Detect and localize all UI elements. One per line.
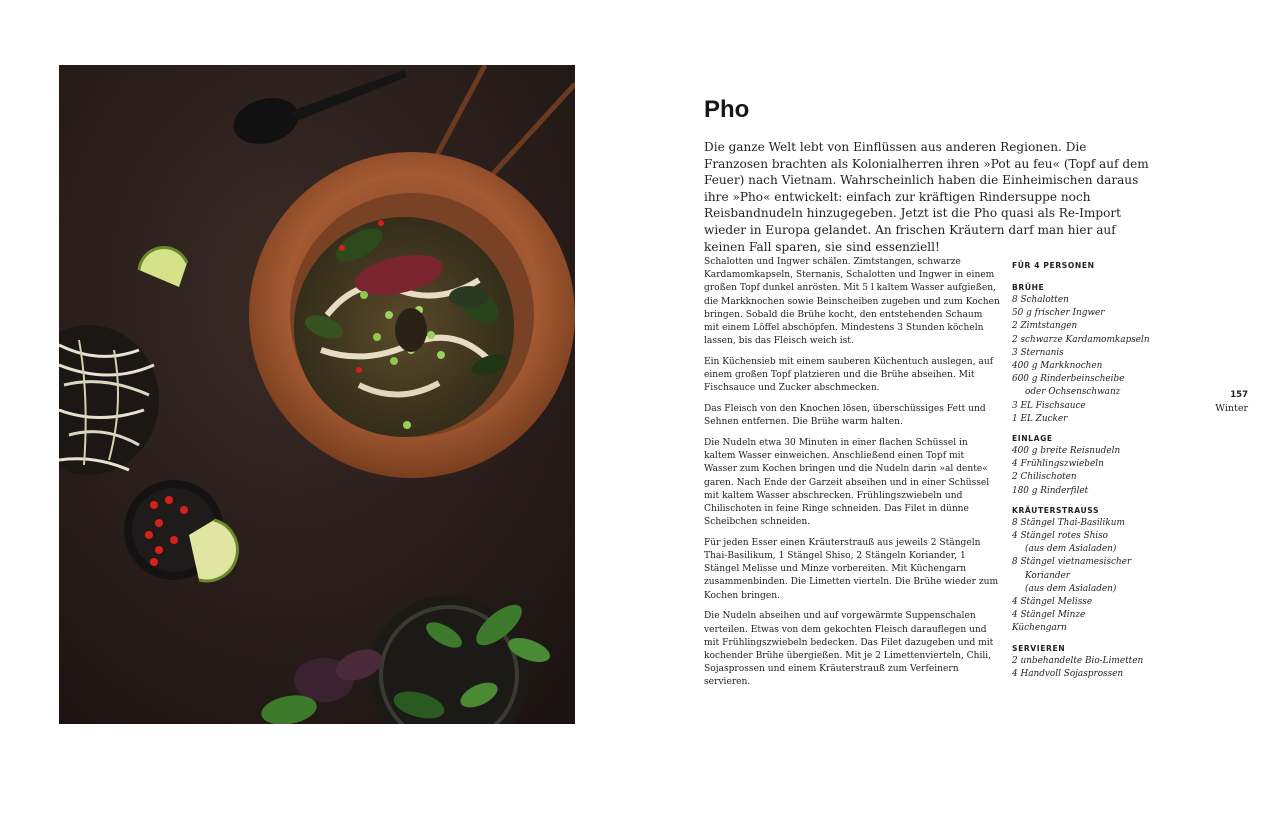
ingredient-item: 2 schwarze Kardamomkapseln: [1012, 334, 1150, 345]
page-number: 157: [1230, 390, 1248, 400]
ingredient-item: 4 Stängel rotes Shiso: [1012, 531, 1109, 542]
ingredient-item: (aus dem Asialaden): [1025, 544, 1117, 555]
pho-bowl-illustration: [59, 65, 575, 724]
ingredient-item: 4 Stängel Minze: [1012, 610, 1086, 621]
ingredient-item: 4 Stängel Melisse: [1012, 597, 1093, 608]
ingredient-section-heading: BRÜHE: [1012, 283, 1045, 292]
recipe-instructions: [704, 256, 1000, 697]
instruction-paragraph: Schalotten und Ingwer schälen. Zimtstangen, schwarze Kardamomkapseln, Sternanis, Schalotten und Ingwer in einem großen Topf dunkel anrösten. Mit 5 l kaltem Wasser aufgießen, die Markknochen sowie Beinscheiben zugeben und zum Kochen bringen. Sobald die Brühe kocht, den entstehenden Schaum mit einem Löffel abschöpfen. Mindestens 3 Stunden köcheln lassen, bis das Fleisch weich ist.: [704, 257, 1000, 347]
instruction-paragraph: Das Fleisch von den Knochen lösen, überschüssiges Fett und Sehnen entfernen. Die Brühe warm halten.: [704, 404, 986, 428]
ingredient-item: oder Ochsenschwanz: [1025, 387, 1121, 398]
ingredient-item: 400 g Markknochen: [1012, 361, 1103, 372]
recipe-title: Pho: [704, 96, 750, 123]
ingredient-item: 50 g frischer Ingwer: [1012, 308, 1105, 319]
ingredient-item: 2 Chilischoten: [1012, 472, 1077, 483]
ingredient-item: 400 g breite Reisnudeln: [1012, 446, 1121, 457]
ingredient-item: Küchengarn: [1012, 623, 1067, 634]
ingredient-item: 180 g Rinderfilet: [1012, 485, 1089, 496]
ingredient-item: 2 unbehandelte Bio-Limetten: [1012, 655, 1144, 666]
ingredient-item: Koriander: [1025, 570, 1070, 581]
ingredient-item: 8 Stängel Thai-Basilikum: [1012, 517, 1125, 528]
servings-heading: FÜR 4 PERSONEN: [1012, 261, 1095, 270]
ingredient-section-heading: KRÄUTERSTRAUSS: [1012, 505, 1100, 515]
recipe-photo: [59, 65, 575, 724]
ingredient-item: 3 Sternanis: [1012, 347, 1064, 358]
ingredient-item: 4 Frühlingszwiebeln: [1012, 459, 1104, 470]
instruction-paragraph: Die Nudeln abseihen und auf vorgewärmte Suppenschalen verteilen. Etwas von dem gekochten Fleisch darauflegen und mit Frühlingszwiebeln bedecken. Das Filet dazugeben und mit kochender Brühe übergießen. Mit je 2 Limettenvierteln, Chili, Sojasprossen und einem Kräuterstrauß zum Verfeinern servieren.: [704, 611, 994, 688]
ingredient-section-heading: EINLAGE: [1012, 434, 1053, 444]
ingredient-item: 8 Stängel vietnamesischer: [1012, 557, 1132, 568]
ingredient-list: [1012, 259, 1212, 687]
page-footer: [1215, 389, 1248, 415]
chapter-name: Winter: [1215, 403, 1248, 414]
recipe-intro: Die ganze Welt lebt von Einflüssen aus anderen Regionen. Die Franzosen brachten als Kolonialherren ihren »Pot au feu« (Topf auf dem Feuer) nach Vietnam. Wahrscheinlich haben die Einheimischen daraus ihre »Pho« entwickelt: einfach zur kräftigen Rindersuppe noch Reisbandnudeln hinzugegeben. Jetzt ist die Pho quasi als Re-Import wieder in Europa gelandet. An frischen Kräutern darf man hier auf keinen Fall sparen, sie sind essenziell!: [704, 140, 1149, 254]
instruction-paragraph: Für jeden Esser einen Kräuterstrauß aus jeweils 2 Stängeln Thai-Basilikum, 1 Stängel Shiso, 2 Stängeln Koriander, 1 Stängel Melisse und Minze vorbereiten. Mit Küchengarn zusammenbinden. Die Limetten vierteln. Die Brühe wieder zum Kochen bringen.: [704, 537, 999, 601]
ingredient-section-heading: SERVIEREN: [1012, 643, 1066, 653]
ingredient-section: [1012, 504, 1212, 636]
ingredient-sections: [1012, 281, 1212, 681]
ingredient-section: [1012, 432, 1212, 498]
ingredient-item: 1 EL Zucker: [1012, 413, 1068, 424]
ingredient-item: 4 Handvoll Sojasprossen: [1012, 668, 1124, 679]
ingredient-item: 8 Schalotten: [1012, 295, 1069, 305]
ingredient-item: 3 EL Fischsauce: [1012, 400, 1086, 411]
ingredient-item: 600 g Rinderbeinscheibe: [1012, 374, 1125, 385]
ingredient-item: 2 Zimtstangen: [1012, 321, 1078, 332]
ingredient-section: [1012, 642, 1212, 681]
ingredient-section: [1012, 281, 1212, 426]
ingredient-item: (aus dem Asialaden): [1025, 583, 1117, 594]
instruction-paragraph: Ein Küchensieb mit einem sauberen Küchentuch auslegen, auf einem großen Topf platzieren und die Brühe abseihen. Mit Fischsauce und Zucker abschmecken.: [704, 356, 994, 394]
soup-bowl: [249, 152, 575, 478]
instruction-paragraph: Die Nudeln etwa 30 Minuten in einer flachen Schüssel in kaltem Wasser einweichen. Anschließend einen Topf mit Wasser zum Kochen bringen und die Nudeln darin »al dente« garen. Nach Ende der Garzeit abseihen und in einer Schüssel mit kaltem Wasser abschrecken. Frühlingszwiebeln und Chilischoten in feine Ringe schneiden. Das Filet in dünne Scheibchen schneiden.: [704, 437, 990, 528]
